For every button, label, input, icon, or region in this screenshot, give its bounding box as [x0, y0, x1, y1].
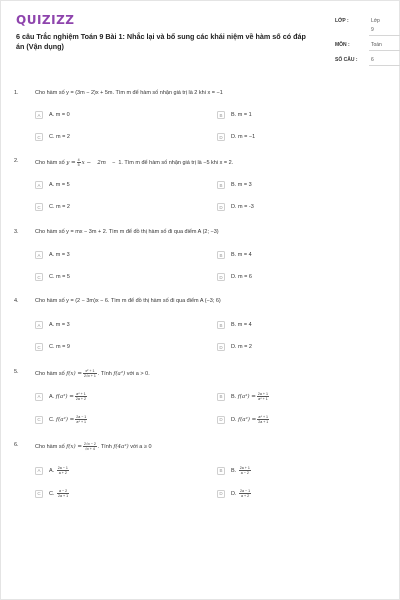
option-label: B.	[231, 467, 237, 474]
option-5a[interactable]	[35, 392, 88, 401]
option-label: D.	[231, 416, 237, 423]
fraction-numerator: 2a − 1	[240, 489, 251, 493]
option-3b[interactable]	[217, 251, 252, 259]
fraction-numerator: a − 2	[59, 489, 68, 493]
fraction-denominator: 5	[77, 163, 80, 167]
option-3c[interactable]	[35, 273, 70, 281]
option-label: A.	[49, 393, 55, 400]
option-6b[interactable]	[217, 466, 252, 475]
option-text: A. m = 3	[49, 252, 70, 258]
question-number: 2.	[14, 158, 19, 164]
option-label: C.	[49, 416, 55, 423]
question-text: Cho hàm số y = mx − 3m + 2. Tìm m để đồ thị hàm số đi qua điểm A (2; −3)	[35, 229, 219, 235]
option-letter-box: D	[217, 490, 225, 498]
option-text: B. m = 4	[231, 252, 252, 258]
question-text-e: với a ≥ 0	[130, 443, 152, 450]
socau-underline	[369, 65, 400, 66]
question-text-a: Cho hàm số	[35, 443, 65, 450]
fraction-denominator: 2a + 2	[75, 397, 86, 401]
mon-underline	[369, 50, 400, 51]
option-label: C.	[49, 490, 55, 497]
option-letter-box: D	[217, 416, 225, 424]
option-text: D. m = −1	[231, 134, 256, 140]
option-text: A. m = 0	[49, 112, 70, 118]
fraction-denominator: a + 2	[58, 471, 67, 475]
option-text: C. m = 2	[49, 204, 70, 210]
option-text: B. m = 3	[231, 182, 252, 188]
option-text: C. m = 9	[49, 344, 70, 350]
fraction-numerator: 4	[77, 158, 80, 162]
option-text: D. m = 2	[231, 344, 252, 350]
lop-value-2: 9	[371, 27, 374, 33]
fraction-numerator: 2a + 1	[239, 466, 250, 470]
option-fraction	[75, 415, 87, 424]
question-number: 6.	[14, 442, 19, 448]
question-expr-c: x −	[81, 159, 92, 166]
fraction-denominator: 2√x + 1	[83, 374, 96, 378]
option-text: B. m = 4	[231, 322, 252, 328]
fraction-denominator: 2a + 1	[258, 420, 269, 424]
option-fraction	[239, 489, 251, 498]
lop-label: LỚP :	[335, 18, 349, 24]
option-letter-box: C	[35, 490, 43, 498]
option-fraction	[239, 466, 251, 475]
option-expr: f(a²) =	[55, 393, 74, 400]
lop-underline	[369, 35, 400, 36]
option-fraction	[57, 466, 69, 475]
option-text: D. m = 6	[231, 274, 252, 280]
option-6a[interactable]	[35, 466, 70, 475]
mon-label: MÔN :	[335, 42, 350, 48]
question-text	[35, 442, 152, 451]
question-fraction	[83, 369, 97, 378]
fraction-numerator: 2a − 1	[57, 466, 68, 470]
option-5c[interactable]	[35, 415, 88, 424]
option-3a[interactable]	[35, 251, 70, 259]
option-5b[interactable]	[217, 392, 270, 401]
question-text	[35, 369, 150, 378]
fraction-denominator: a⁴ + 1	[258, 397, 268, 401]
option-letter-box: D	[217, 273, 225, 281]
option-text: A. m = 5	[49, 182, 70, 188]
quizizz-logo: QUIZIZZ	[16, 13, 75, 27]
question-number: 3.	[14, 229, 19, 235]
question-text: Cho hàm số y = (2 − 3m)x − 6. Tìm m để đồ thị hàm số đi qua điểm A (−3; 6)	[35, 298, 221, 304]
question-expr-d: f(a²)	[113, 370, 126, 377]
question-expr: y =	[66, 159, 76, 166]
question-expr: f(x) =	[66, 370, 82, 377]
option-2c[interactable]	[35, 203, 70, 211]
question-expr-d: f(4a²)	[113, 443, 129, 450]
option-text: A. m = 3	[49, 322, 70, 328]
option-letter-box: C	[35, 416, 43, 424]
option-4b[interactable]	[217, 321, 252, 329]
option-letter-box: B	[217, 393, 225, 401]
option-1a[interactable]	[35, 111, 70, 119]
option-5d[interactable]	[217, 415, 270, 424]
option-letter-box: C	[35, 343, 43, 351]
question-text-e: với a > 0.	[126, 370, 150, 377]
question-text-c: . Tính	[97, 370, 112, 377]
option-fraction	[257, 392, 269, 401]
option-letter-box: D	[217, 203, 225, 211]
option-4a[interactable]	[35, 321, 70, 329]
fraction-denominator: a − 2	[240, 471, 249, 475]
question-fraction	[77, 158, 81, 167]
fraction-numerator: 2√x − 2	[83, 442, 96, 446]
question-text-a: Cho hàm số	[35, 370, 65, 377]
option-letter-box: B	[217, 111, 225, 119]
option-letter-box: A	[35, 111, 43, 119]
option-letter-box: B	[217, 251, 225, 259]
mon-value: Toán	[371, 42, 382, 48]
option-4d[interactable]	[217, 343, 252, 351]
question-number: 1.	[14, 90, 19, 96]
option-fraction	[57, 489, 69, 498]
option-letter-box: D	[217, 133, 225, 141]
option-text: C. m = 5	[49, 274, 70, 280]
question-text	[35, 158, 233, 167]
question-text-e: −	[112, 159, 116, 166]
option-letter-box: A	[35, 321, 43, 329]
fraction-denominator: a + 2	[241, 494, 250, 498]
option-letter-box: B	[217, 181, 225, 189]
option-6c[interactable]	[35, 489, 70, 498]
question-fraction	[83, 442, 97, 451]
option-letter-box: C	[35, 203, 43, 211]
fraction-numerator: 2a − 1	[76, 415, 87, 419]
option-2b[interactable]	[217, 181, 252, 189]
fraction-numerator: a⁴ + 1	[258, 415, 269, 419]
option-fraction	[75, 392, 87, 401]
lop-value-1: Lớp	[371, 18, 380, 24]
question-number: 4.	[14, 298, 19, 304]
option-expr: f(a²) =	[238, 416, 257, 423]
option-label: A.	[49, 467, 55, 474]
option-label: B.	[231, 393, 237, 400]
option-expr: f(a²) =	[237, 393, 256, 400]
option-letter-box: C	[35, 133, 43, 141]
fraction-denominator: 2a + 1	[58, 494, 69, 498]
worksheet-title: 6 câu Trắc nghiệm Toán 9 Bài 1: Nhắc lại và bổ sung các khái niệm về hàm số có đáp án (Vận dụng)	[16, 32, 306, 51]
option-1d[interactable]	[217, 133, 255, 141]
option-text: C. m = 2	[49, 134, 70, 140]
option-letter-box: B	[217, 321, 225, 329]
question-expr-d: 2m	[97, 159, 106, 166]
fraction-numerator: a⁴ + 1	[76, 392, 86, 396]
fraction-denominator: √x + 4	[84, 447, 95, 451]
question-number: 5.	[14, 369, 19, 375]
option-3d[interactable]	[217, 273, 252, 281]
option-letter-box: A	[35, 251, 43, 259]
question-text-a: Cho hàm số	[35, 159, 65, 166]
option-4c[interactable]	[35, 343, 70, 351]
option-fraction	[257, 415, 269, 424]
option-letter-box: B	[217, 467, 225, 475]
option-expr: f(a²) =	[56, 416, 75, 423]
option-letter-box: A	[35, 393, 43, 401]
option-2a[interactable]	[35, 181, 70, 189]
option-2d[interactable]	[217, 203, 254, 211]
socau-label: SỐ CÂU :	[335, 57, 358, 63]
question-expr: f(x) =	[66, 443, 82, 450]
option-letter-box: A	[35, 467, 43, 475]
option-text: B. m = 1	[231, 112, 252, 118]
question-text-f: 1. Tìm m để hàm số nhận giá trị là −5 khi x = 2.	[118, 159, 234, 166]
fraction-denominator: a⁴ + 1	[76, 420, 87, 424]
option-1b[interactable]	[217, 111, 252, 119]
option-letter-box: A	[35, 181, 43, 189]
option-letter-box: C	[35, 273, 43, 281]
fraction-numerator: 2a + 1	[257, 392, 268, 396]
fraction-numerator: x² + 1	[83, 369, 97, 374]
question-text: Cho hàm số y = (3m − 2)x + 5m. Tìm m để hàm số nhận giá trị là 2 khi x = −1	[35, 90, 223, 96]
option-label: D.	[231, 490, 237, 497]
option-1c[interactable]	[35, 133, 70, 141]
option-letter-box: D	[217, 343, 225, 351]
option-6d[interactable]	[217, 489, 252, 498]
option-text: D. m = -3	[231, 204, 254, 210]
question-text-c: . Tính	[97, 443, 112, 450]
socau-value: 6	[371, 57, 374, 63]
